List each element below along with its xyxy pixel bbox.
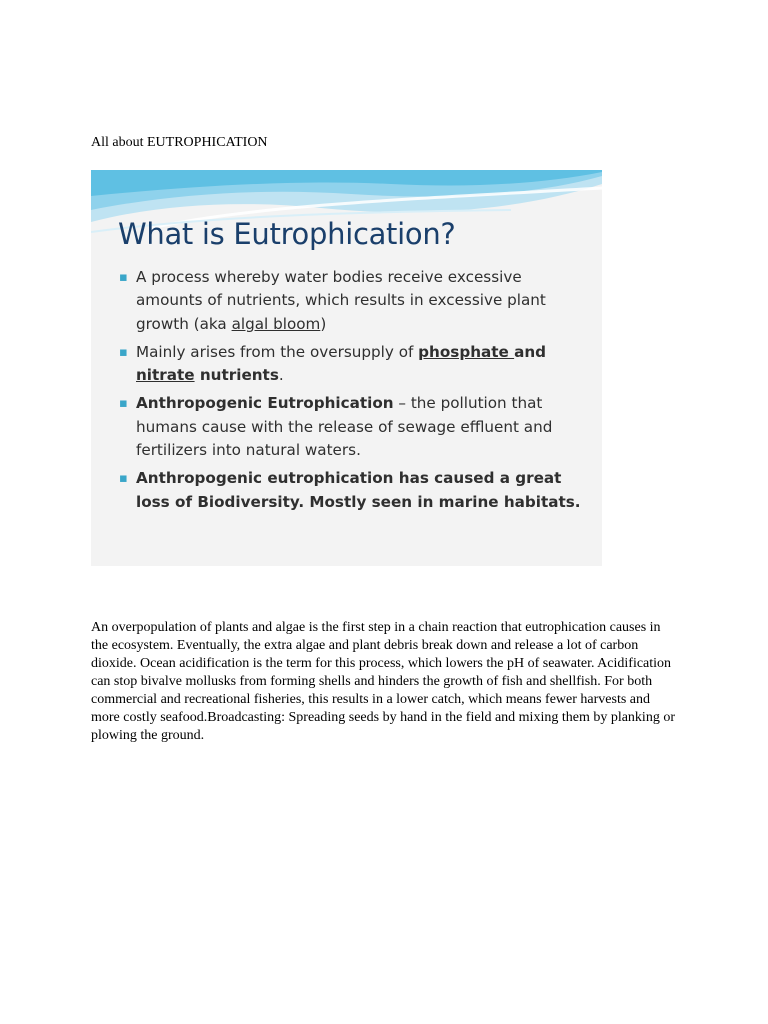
bullet-item — [119, 467, 589, 514]
algal-bloom-term: algal bloom — [231, 314, 321, 333]
slide-heading: What is Eutrophication? — [118, 217, 456, 251]
bullet-text: and — [514, 342, 547, 361]
bullet-item — [119, 266, 589, 336]
phosphate-term: phosphate — [418, 342, 515, 361]
bullet-text: – the pollution that humans cause with the release of sewage effluent and fertilizers into natural waters. — [136, 394, 553, 460]
bullet-square-icon: ▪ — [119, 270, 128, 285]
bullet-square-icon: ▪ — [119, 344, 128, 360]
slide-image — [91, 170, 602, 566]
bullet-square-icon: ▪ — [119, 471, 128, 487]
bullet-text: . — [278, 366, 284, 385]
bullet-text: Mainly arises from the oversupply of — [136, 342, 419, 361]
bullet-square-icon: ▪ — [119, 396, 128, 412]
body-paragraph: An overpopulation of plants and algae is the first step in a chain reaction that eutrophication causes in the ecosystem. Eventually, the extra algae and plant debris break down and release a lot of carbon dioxide. Ocean acidification is the term for this process, which lowers the pH of seawater. Acidification can stop bivalve mollusks from forming shells and hinders the growth of fish and shellfish. For both commercial and recreational fisheries, this results in a lower catch, which means fewer harvests and more costly seafood.Broadcasting: Spreading seeds by hand in the field and mixing them by planking or plowing the ground. — [91, 620, 675, 743]
bullet-text: A process whereby water bodies receive excessive amounts of nutrients, which results in excessive plant growth (aka — [136, 268, 546, 333]
bullet-text: ) — [320, 314, 327, 333]
document-title: All about EUTROPHICATION — [91, 135, 268, 150]
slide-bullet-list — [119, 266, 589, 519]
anthropogenic-eutrophication-term: Anthropogenic Eutrophication — [136, 394, 394, 413]
bullet-item — [119, 392, 589, 462]
nitrate-term: nitrate — [136, 366, 195, 385]
bullet-text: Anthropogenic eutrophication has caused a great loss of Biodiversity. Mostly seen in marine habitats. — [136, 469, 581, 511]
bullet-item — [119, 341, 589, 388]
bullet-text: nutrients — [194, 366, 279, 385]
